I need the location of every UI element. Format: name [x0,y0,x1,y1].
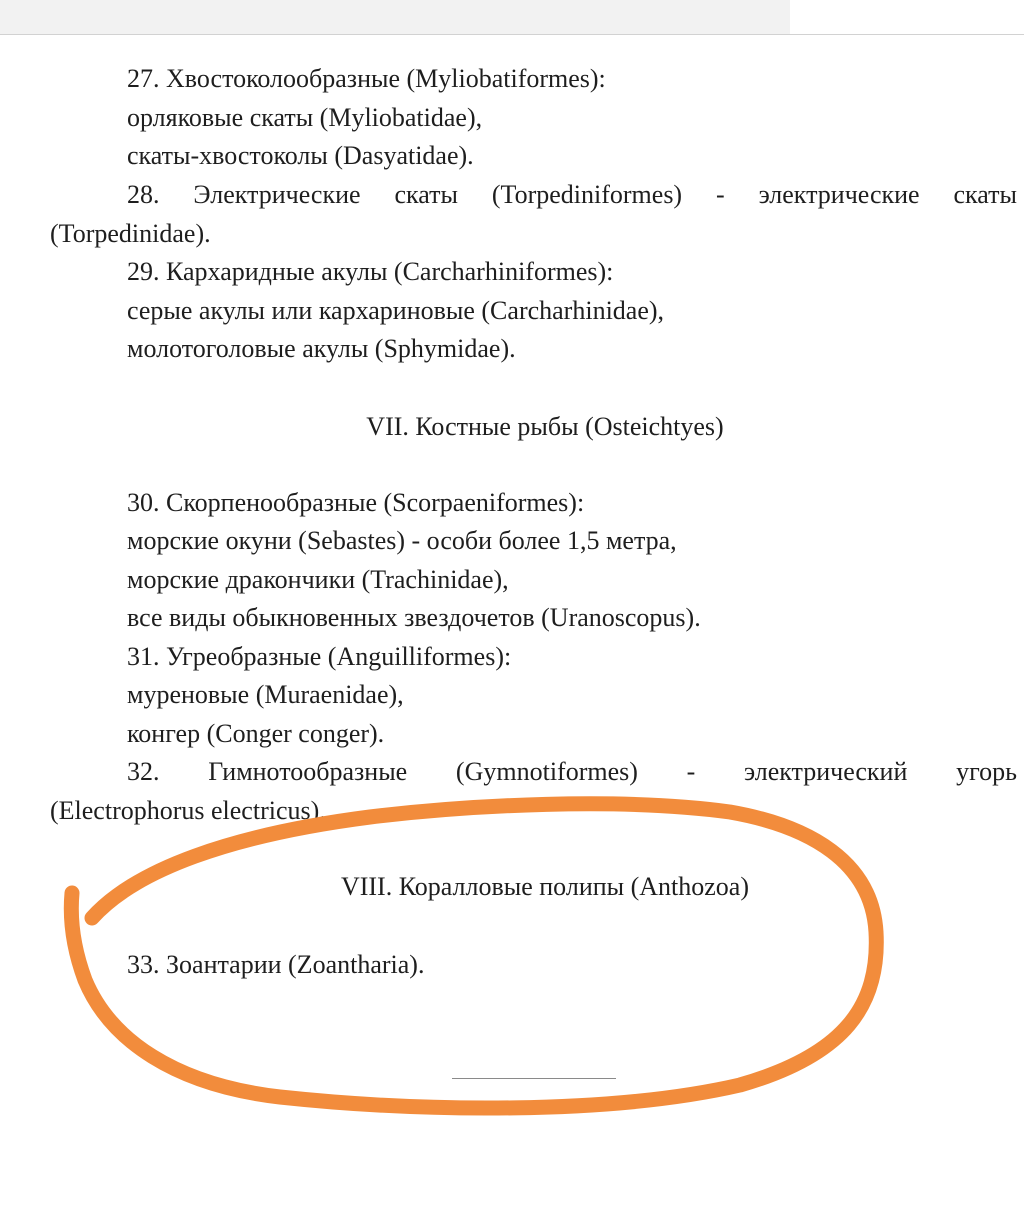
item-30-line-2: морские дракончики (Trachinidae), [127,565,509,594]
item-28-title: 28. Электрические скаты (Torpediniformes) - электрические скаты [127,180,1017,209]
item-31-title: 31. Угреобразные (Anguilliformes): [127,642,512,671]
footer-rule [452,1078,616,1079]
item-29-line-1: серые акулы или кархариновые (Carcharhinidae), [127,296,665,325]
item-27-title: 27. Хвостоколообразные (Myliobatiformes): [127,64,606,93]
item-31-line-1: муреновые (Muraenidae), [127,680,404,709]
item-28-continuation: (Torpedinidae). [50,219,211,248]
item-27-line-1: орляковые скаты (Myliobatidae), [127,103,483,132]
item-31-line-2: конгер (Conger conger). [127,719,385,748]
item-30-line-1: морские окуни (Sebastes) - особи более 1,5 метра, [127,526,677,555]
item-29-line-2: молотоголовые акулы (Sphymidae). [127,334,516,363]
section-heading-viii: VIII. Коралловые полипы (Anthozoa) [340,872,750,901]
section-heading-vii: VII. Костные рыбы (Osteichtyes) [366,412,724,441]
item-30-title: 30. Скорпенообразные (Scorpaeniformes): [127,488,585,517]
item-27-line-2: скаты-хвостоколы (Dasyatidae). [127,141,474,170]
item-33-title: 33. Зоантарии (Zoantharia). [127,950,425,979]
item-29-title: 29. Кархаридные акулы (Carcharhiniformes): [127,257,614,286]
item-32-continuation: (Electrophorus electricus). [50,796,326,825]
item-30-line-3: все виды обыкновенных звездочетов (Uranoscopus). [127,603,701,632]
item-32-title: 32. Гимнотообразные (Gymnotiformes) - электрический угорь [127,757,1017,786]
